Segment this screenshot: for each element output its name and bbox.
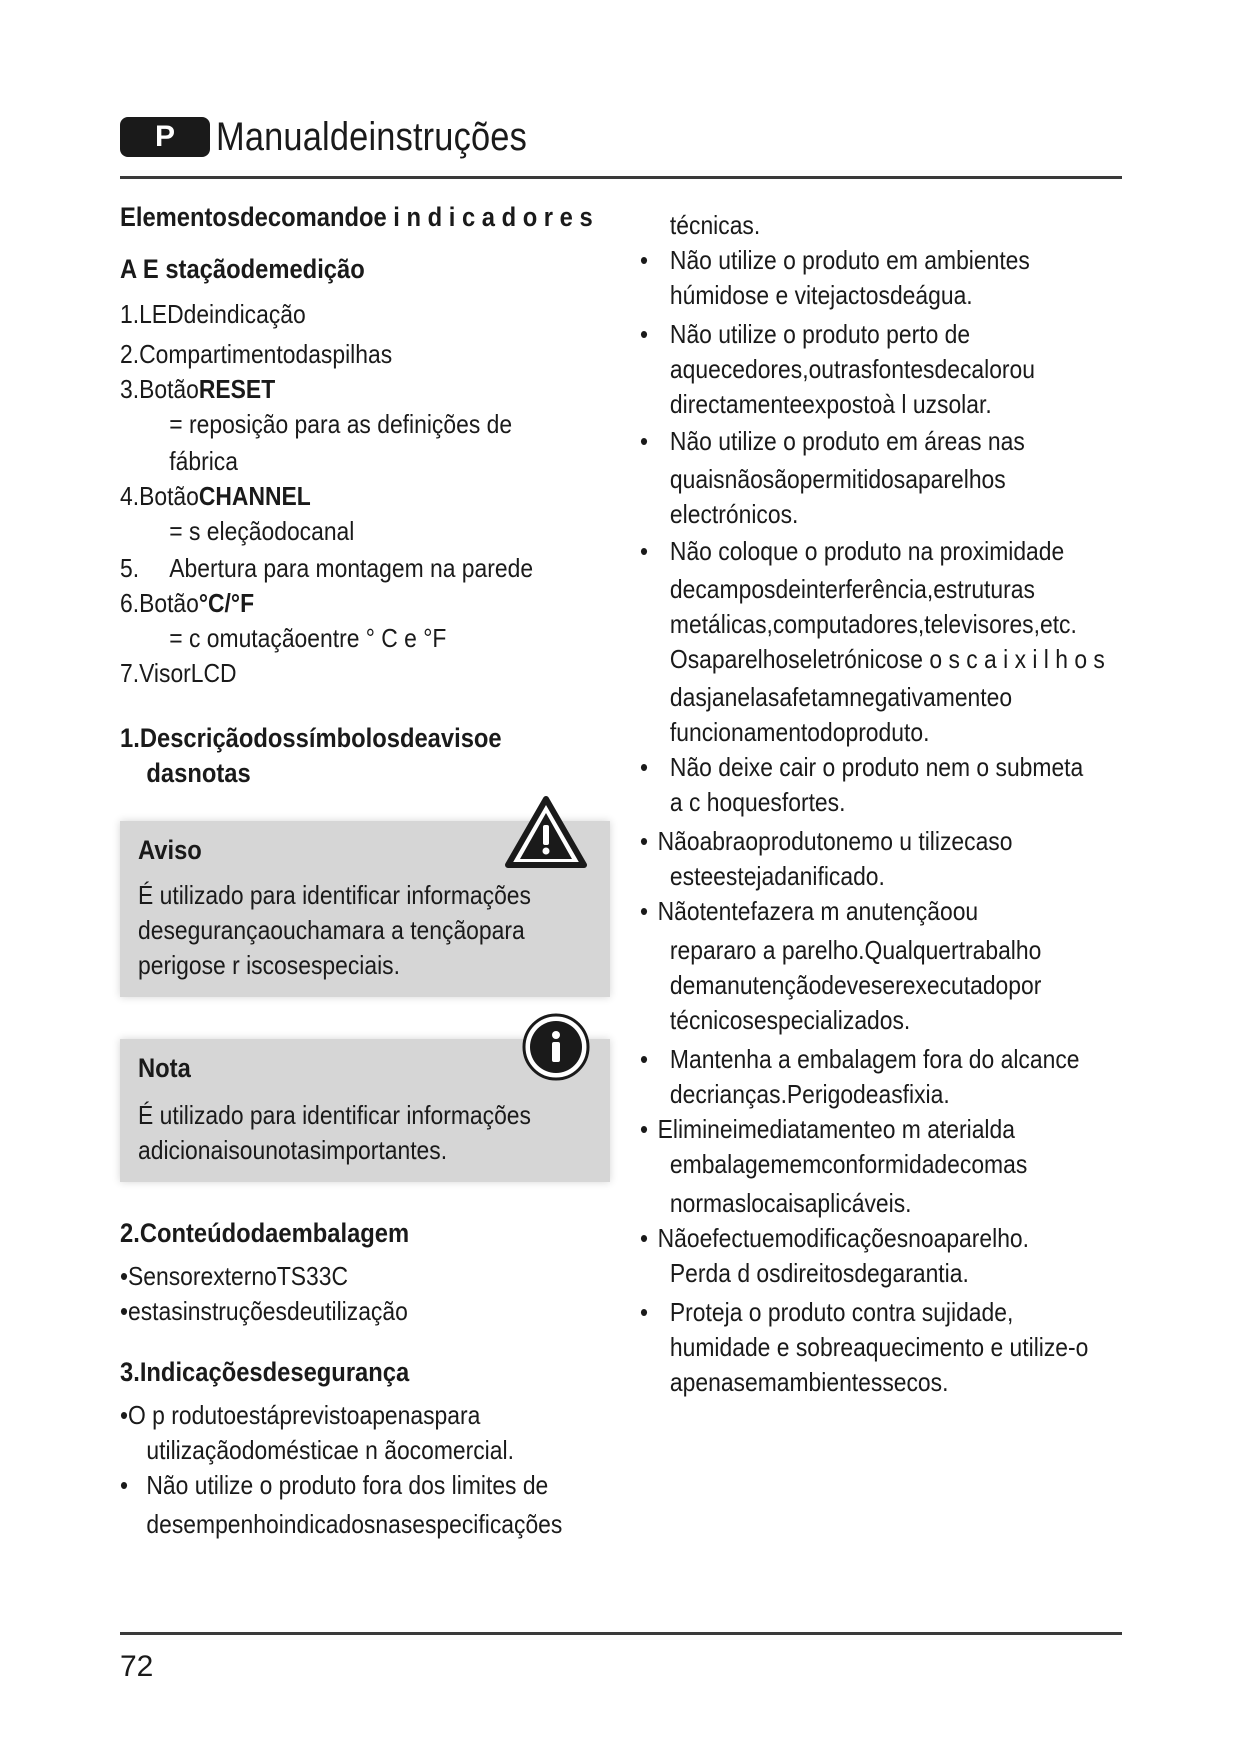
safety-bullet: • Mantenha a embalagem fora do alcance decrianças.Perigodeasfixia. bbox=[640, 1044, 1080, 1109]
list-item: •O p rodutoestáprevistoapenaspara bbox=[120, 1400, 481, 1430]
footer-rule bbox=[120, 1632, 1122, 1635]
safety-bullet: • Não utilize o produto em áreas nas quaisnãosãopermitidosaparelhos electrónicos. bbox=[640, 426, 1025, 529]
warning-text-line: É utilizado para identificar informações bbox=[138, 880, 531, 910]
unit-label: °C/°F bbox=[198, 588, 255, 618]
list-item: 2.Compartimentodaspilhas bbox=[120, 339, 393, 369]
list-item: 5. Abertura para montagem na parede bbox=[120, 553, 534, 583]
controls-section-title: Elementosdecomandoe i n d i c a d o r e s bbox=[120, 202, 593, 232]
list-item-desc: fábrica bbox=[169, 446, 238, 476]
list-item: 7.VisorLCD bbox=[120, 658, 237, 688]
warning-title: Aviso bbox=[138, 835, 202, 865]
left-column bbox=[120, 200, 620, 1542]
page-number: 72 bbox=[120, 1650, 154, 1683]
list-item: •SensorexternoTS33C bbox=[120, 1261, 349, 1291]
safety-bullet: • Não coloque o produto na proximidade decamposdeinterferência,estruturas metálicas,computadores,televisores,etc. Osaparelhoseletrónicose o s c a i x i l h o s dasjanelasafetamnegativamenteo funcionamentodoproduto. bbox=[640, 536, 1105, 747]
list-item-cont: utilizaçãodomésticae n ãocomercial. bbox=[146, 1435, 514, 1465]
contents-section-title: 2.Conteúdodaembalagem bbox=[120, 1218, 410, 1248]
symbols-section-title: 1.Descriçãodossímbolosdeavisoe bbox=[120, 723, 502, 753]
list-item: •estasinstruçõesdeutilização bbox=[120, 1296, 408, 1326]
warning-box bbox=[120, 821, 610, 997]
station-title: A E staçãodemedição bbox=[120, 254, 365, 284]
note-text-line: adicionaisounotasimportantes. bbox=[138, 1135, 448, 1165]
document-title: Manualdeinstruções bbox=[216, 114, 527, 159]
list-item: 3.BotãoRESET bbox=[120, 374, 276, 404]
note-box bbox=[120, 1039, 610, 1182]
page-header bbox=[120, 112, 578, 162]
list-item-desc: = reposição para as definições de bbox=[169, 409, 513, 439]
note-title: Nota bbox=[138, 1053, 191, 1083]
list-item: 4.BotãoCHANNEL bbox=[120, 481, 311, 511]
safety-section-title: 3.Indicaçõesdesegurança bbox=[120, 1357, 410, 1387]
list-item: 6.Botão°C/°F bbox=[120, 588, 255, 618]
safety-bullet: • Proteja o produto contra sujidade, humidade e sobreaquecimento e utilize-o apenasemambientessecos. bbox=[640, 1297, 1089, 1397]
safety-bullet: • Nãoabraoprodutonemo u tilizecaso esteestejadanificado. bbox=[640, 826, 1013, 891]
safety-bullet: • Elimineimediatamenteo m aterialda embalagememconformidadecomas normaslocaisaplicáveis. bbox=[640, 1114, 1028, 1218]
list-item-cont: técnicas. bbox=[669, 210, 761, 240]
safety-bullet: • Não utilize o produto em ambientes húmidose e vitejactosdeágua. bbox=[640, 245, 1030, 310]
channel-label: CHANNEL bbox=[198, 481, 311, 511]
list-item-cont: desempenhoindicadosnasespecificações bbox=[146, 1509, 563, 1539]
safety-bullet: • Não utilize o produto perto de aquecedores,outrasfontesdecalorou directamenteexpostoà l uzsolar. bbox=[640, 319, 1035, 419]
right-column bbox=[640, 208, 1140, 1400]
symbols-section-title-cont: dasnotas bbox=[146, 758, 251, 788]
warning-text-line: desegurançaouchamara a tençãopara bbox=[138, 915, 525, 945]
safety-bullet: • Nãoefectuemodificaçõesnoaparelho. Perda d osdireitosdegarantia. bbox=[640, 1223, 1030, 1288]
safety-bullet: • Não deixe cair o produto nem o submeta a c hoquesfortes. bbox=[640, 752, 1084, 817]
list-item-desc: = s eleçãodocanal bbox=[169, 516, 355, 546]
header-rule bbox=[120, 176, 1122, 179]
note-text-line: É utilizado para identificar informações bbox=[138, 1100, 531, 1130]
warning-text-line: perigose r iscosespeciais. bbox=[138, 950, 400, 980]
language-badge: P bbox=[120, 117, 210, 157]
list-item: • Não utilize o produto fora dos limites de bbox=[120, 1470, 549, 1500]
reset-label: RESET bbox=[198, 374, 276, 404]
safety-bullet: • Nãotentefazera m anutençãoou repararo a parelho.Qualquertrabalho demanutençãodeveserexecutadopor técnicosespecializados. bbox=[640, 896, 1042, 1035]
list-item: 1.LEDdeindicação bbox=[120, 299, 306, 329]
list-item-desc: = c omutaçãoentre ° C e °F bbox=[169, 623, 447, 653]
